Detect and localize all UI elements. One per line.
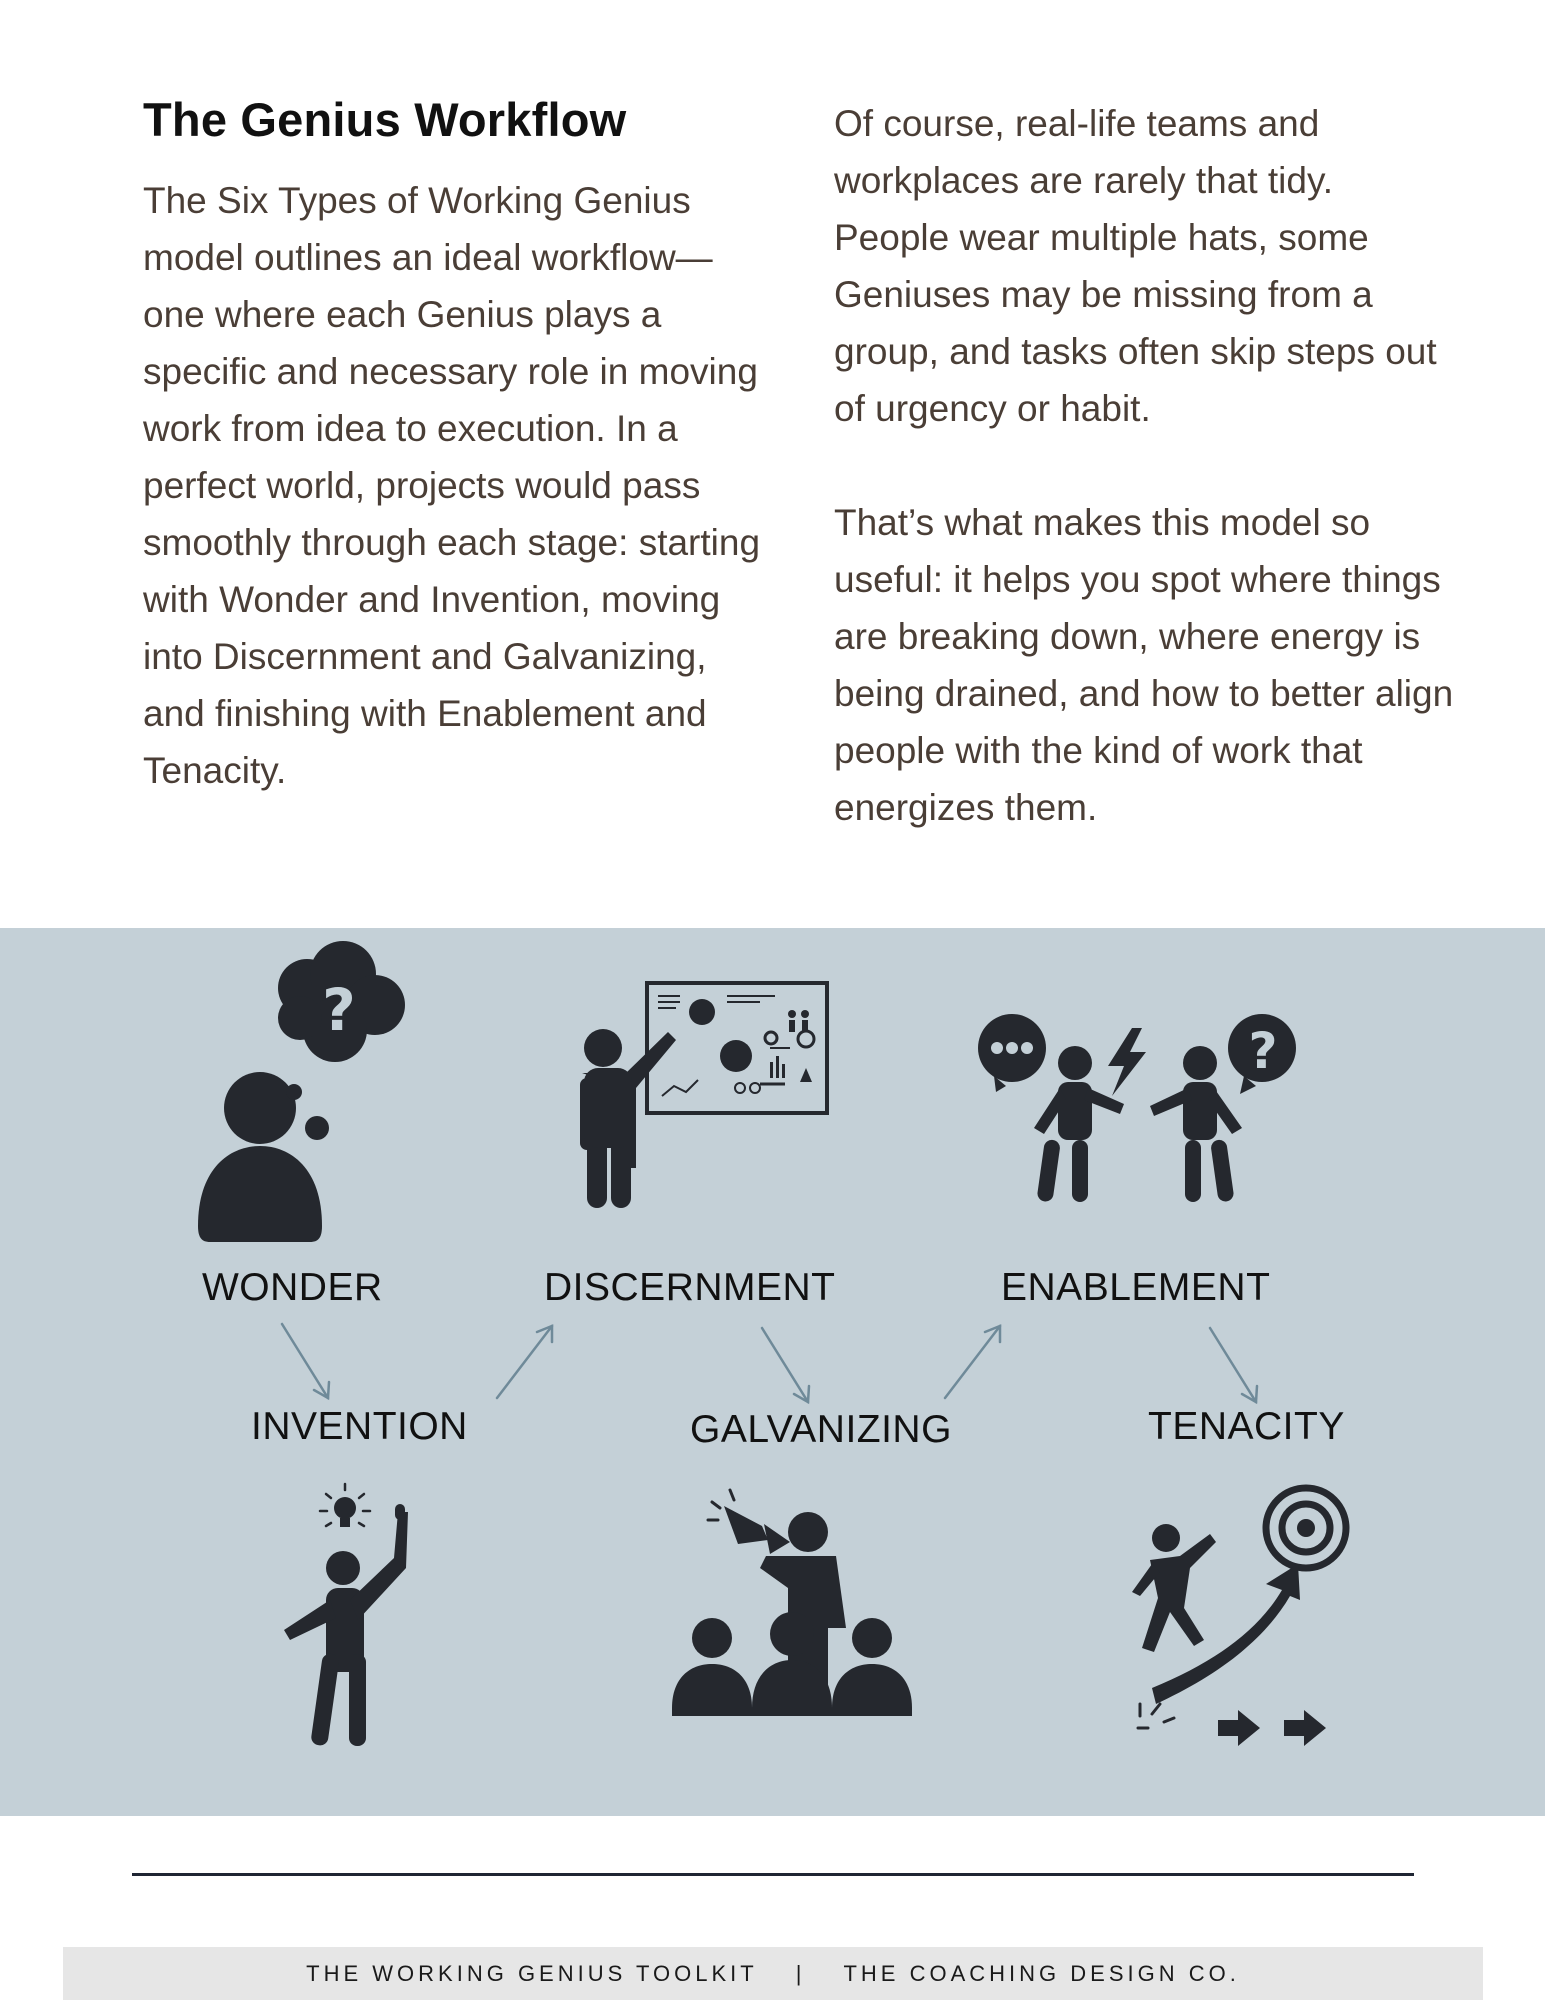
label-enablement: ENABLEMENT <box>1001 1266 1271 1309</box>
footer-divider <box>132 1873 1414 1876</box>
label-discernment: DISCERNMENT <box>544 1266 836 1309</box>
footer-right-text: THE COACHING DESIGN CO. <box>843 1960 1240 1986</box>
footer-separator: | <box>795 1960 806 1986</box>
left-column <box>143 172 763 799</box>
left-paragraph-1: The Six Types of Working Genius model outlines an ideal workflow— one where each Genius plays a specific and necessary role in moving work from idea to execution. In a perfect world, projects would pass smoothly through each stage: starting with Wonder and Invention, moving into Discernment and Galvanizing, and finishing with Enablement and Tenacity. <box>143 180 761 791</box>
presenter-at-whiteboard-icon <box>580 983 827 1208</box>
svg-text:?: ? <box>1248 1022 1278 1080</box>
right-paragraph-1: Of course, real-life teams and workplaces are rarely that tidy. People wear multiple hats, some Geniuses may be missing from a group, and tasks often skip steps out of urgency or habit. <box>834 103 1437 429</box>
label-galvanizing: GALVANIZING <box>690 1408 952 1451</box>
right-paragraph-2: That’s what makes this model so useful: it helps you spot where things are breaking down, where energy is being drained, and how to better align people with the kind of work that energizes them. <box>834 502 1454 828</box>
workflow-illustration <box>0 928 1545 1816</box>
arrow-wonder-to-invention <box>282 1324 329 1398</box>
flow-arrows <box>282 1324 1257 1402</box>
workflow-band <box>0 928 1545 1816</box>
label-invention: INVENTION <box>251 1405 468 1448</box>
label-wonder: WONDER <box>202 1266 383 1309</box>
arrow-discernment-to-galvanizing <box>762 1328 809 1402</box>
page-title: The Genius Workflow <box>143 93 627 146</box>
label-tenacity: TENACITY <box>1148 1405 1345 1448</box>
footer-left-text: THE WORKING GENIUS TOOLKIT <box>306 1960 758 1986</box>
arrow-enablement-to-tenacity <box>1210 1328 1257 1402</box>
megaphone-leader-crowd-icon <box>672 1490 912 1716</box>
climber-target-icon <box>1132 1488 1346 1746</box>
right-column <box>834 95 1454 836</box>
arrow-invention-to-discernment <box>497 1326 552 1398</box>
svg-text:?: ? <box>322 976 356 1044</box>
two-people-conversation-icon <box>978 1014 1296 1203</box>
arrow-galvanizing-to-enablement <box>945 1326 1000 1398</box>
footer-bar <box>63 1947 1483 2000</box>
person-lightbulb-idea-icon <box>284 1484 408 1746</box>
thinking-person-question-icon <box>198 941 405 1242</box>
